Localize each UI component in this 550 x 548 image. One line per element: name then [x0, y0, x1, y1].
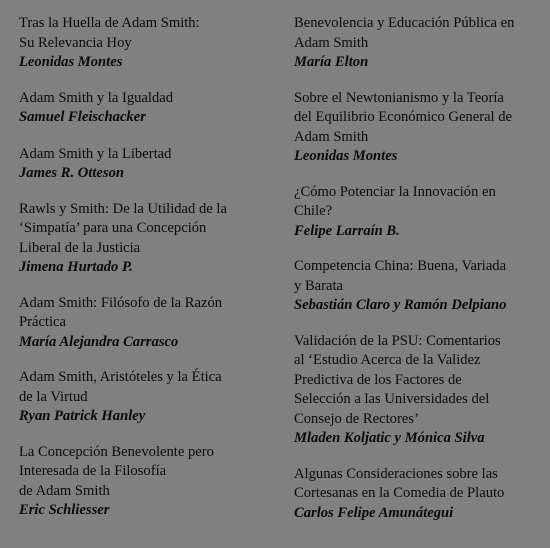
- article-author: Carlos Felipe Amunátegui: [294, 504, 454, 521]
- toc-entry: [19, 443, 269, 521]
- left-column: [19, 14, 269, 521]
- article-author: Eric Schliesser: [19, 502, 110, 518]
- toc-entry: [294, 183, 534, 242]
- toc-entry: [19, 368, 269, 427]
- article-author: Leonidas Montes: [19, 54, 123, 70]
- article-title: Adam Smith y la Libertad: [19, 145, 172, 162]
- toc-entry: [294, 465, 534, 524]
- article-author: María Elton: [294, 54, 369, 70]
- article-title: Rawls y Smith: De la Utilidad de la ‘Simpatía’ para una Concepción Liberal de la Justicia: [19, 200, 227, 256]
- toc-entry: [19, 89, 269, 128]
- article-author: Jimena Hurtado P.: [19, 259, 133, 275]
- article-author: María Alejandra Carrasco: [19, 333, 179, 350]
- article-title: Algunas Consideraciones sobre las Cortesanas en la Comedia de Plauto: [294, 465, 505, 501]
- toc-entry: [294, 257, 534, 316]
- article-title: Adam Smith y la Igualdad: [19, 89, 174, 106]
- article-title: La Concepción Benevolente pero Interesada de la Filosofía de Adam Smith: [19, 443, 214, 499]
- article-title: Competencia China: Buena, Variada y Barata: [294, 258, 507, 294]
- article-title: Adam Smith: Filósofo de la Razón Práctica: [19, 294, 223, 330]
- article-title: ¿Cómo Potenciar la Innovación en Chile?: [294, 183, 496, 219]
- article-author: Mladen Koljatic y Mónica Silva: [294, 430, 485, 446]
- toc-entry: [19, 200, 269, 278]
- toc-entry: [294, 89, 534, 167]
- article-title: Sobre el Newtonianismo y la Teoría del Equilibrio Económico General de Adam Smith: [294, 89, 513, 145]
- article-title: Adam Smith, Aristóteles y la Ética de la Virtud: [19, 369, 222, 405]
- toc-entry: [19, 145, 269, 184]
- right-column: [294, 14, 534, 523]
- toc-entry: [294, 14, 534, 73]
- article-author: Felipe Larraín B.: [294, 222, 400, 239]
- article-author: Sebastián Claro y Ramón Delpiano: [294, 297, 507, 313]
- article-title: Tras la Huella de Adam Smith: Su Relevancia Hoy: [19, 15, 200, 51]
- article-author: Ryan Patrick Hanley: [19, 408, 146, 424]
- toc-entry: [19, 14, 269, 73]
- article-author: James R. Otteson: [19, 165, 124, 181]
- toc-entry: [294, 332, 534, 449]
- article-title: Benevolencia y Educación Pública en Adam Smith: [294, 15, 515, 51]
- article-author: Leonidas Montes: [294, 148, 398, 164]
- article-author: Samuel Fleischacker: [19, 109, 146, 125]
- toc-entry: [19, 294, 269, 353]
- article-title: Validación de la PSU: Comentarios al ‘Estudio Acerca de la Validez Predictiva de los Factores de Selección a las Universidades del Consejo de Rectores’: [294, 332, 501, 427]
